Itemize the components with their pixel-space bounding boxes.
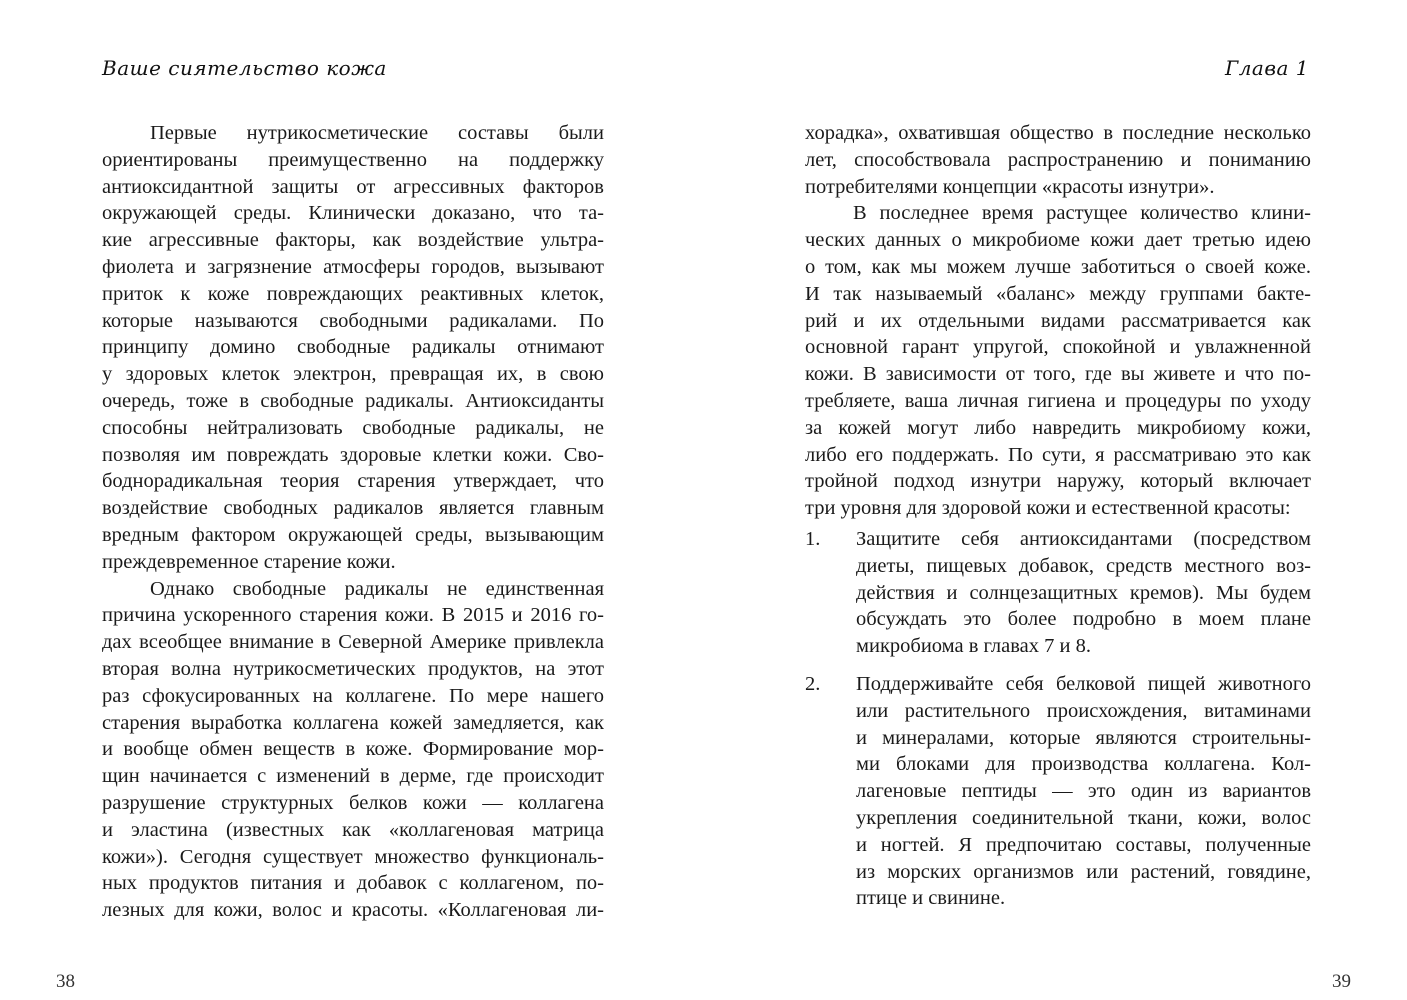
left-page-text [102, 120, 604, 924]
text-line: дах всеобщее внимание в Северной Америке привлекла [102, 631, 604, 654]
list-item [805, 526, 1311, 660]
text-line: кие агрессивные факторы, как воздействие ультра- [102, 229, 604, 252]
text-line: боднорадикальная теория старения утверждает, что [102, 470, 604, 493]
text-line: три уровня для здоровой кожи и естественной красоты: [805, 497, 1291, 520]
page-number: 39 [1332, 971, 1351, 992]
text-line: Первые нутрикосметические составы были [150, 122, 604, 144]
text-line: преждевременное старение кожи. [102, 550, 396, 573]
text-line: тройной подход изнутри наружу, который включает [805, 470, 1311, 493]
text-line: о том, как мы можем лучше заботиться о своей коже. [805, 255, 1311, 278]
text-line: за кожей могут либо навредить микробиому кожи, [805, 416, 1311, 439]
text-line: ных продуктов питания и добавок с коллагеном, по- [102, 872, 604, 895]
text-line: действия и солнцезащитных кремов). Мы будем [856, 581, 1311, 604]
text-line: потребителями концепции «красоты изнутри». [805, 175, 1215, 198]
text-line: очередь, тоже в свободные радикалы. Антиоксиданты [102, 389, 604, 412]
text-line: Однако свободные радикалы не единственная [150, 577, 604, 600]
text-line: укрепления соединительной ткани, кожи, волос [856, 806, 1311, 829]
text-line: фиолета и загрязнение атмосферы городов, вызывают [102, 255, 604, 278]
text-line: у здоровых клеток электрон, превращая их, в свою [102, 363, 604, 386]
list-item [805, 671, 1311, 912]
text-line: приток к коже повреждающих реактивных клеток, [102, 282, 604, 305]
text-line: лет, способствовала распространению и пониманию [805, 148, 1311, 171]
left-page [0, 0, 703, 1000]
right-page-text [805, 120, 1311, 923]
text-line: принципу домино свободные радикалы отнимают [102, 336, 604, 359]
text-line: лезных для кожи, волос и красоты. «Коллагеновая ли- [102, 899, 604, 922]
text-line: разрушение структурных белков кожи — коллагена [102, 791, 604, 814]
text-line: либо его поддержать. По сути, я рассматриваю это как [805, 443, 1311, 466]
text-line: И так называемый «баланс» между группами бакте- [805, 282, 1311, 305]
text-line: позволяя им повреждать здоровые клетки кожи. Сво- [102, 443, 604, 466]
text-line: ми блоками для производства коллагена. Кол- [856, 753, 1311, 776]
running-head-chapter: Глава 1 [1224, 56, 1309, 80]
page-number: 38 [56, 971, 75, 992]
text-line: и ногтей. Я предпочитаю составы, полученные [856, 833, 1311, 856]
text-line: и эластина (известных как «коллагеновая матрица [102, 818, 604, 841]
text-line: микробиома в главах 7 и 8. [856, 635, 1091, 658]
right-page [703, 0, 1407, 1000]
numbered-list [805, 526, 1311, 912]
text-line: Поддерживайте себя белковой пищей животного [856, 672, 1311, 695]
text-line: окружающей среды. Клинически доказано, что та- [102, 202, 604, 225]
text-line: Защитите себя антиоксидантами (посредством [856, 527, 1311, 550]
text-line: раз сфокусированных на коллагене. По мере нашего [102, 684, 604, 707]
text-line: птице и свинине. [856, 887, 1006, 910]
text-line: ориентированы преимущественно на поддержку [102, 148, 604, 171]
text-line: кожи»). Сегодня существует множество функциональ- [102, 845, 604, 868]
text-line: причина ускоренного старения кожи. В 2015 и 2016 го- [102, 604, 604, 627]
text-line: способны нейтрализовать свободные радикалы, не [102, 416, 604, 439]
text-line: лагеновые пептиды — это один из вариантов [856, 780, 1311, 803]
running-head-book-title: Ваше сиятельство кожа [102, 56, 387, 80]
text-line: и минералами, которые являются строительны- [856, 726, 1311, 749]
text-line: щин начинается с изменений в дерме, где происходит [102, 765, 604, 788]
text-line: вторая волна нутрикосметических продуктов, на этот [102, 657, 604, 680]
text-line: старения выработка коллагена кожей замедляется, как [102, 711, 604, 734]
text-line: требляете, ваша личная гигиена и процедуры по уходу [805, 389, 1311, 412]
text-line: и вообще обмен веществ в коже. Формирование мор- [102, 738, 604, 761]
text-line: обсуждать это более подробно в моем плане [856, 608, 1311, 631]
text-line: из морских организмов или растений, говядине, [856, 860, 1311, 883]
text-line: воздействие свободных радикалов является главным [102, 497, 604, 520]
text-line: антиоксидантной защиты от агрессивных факторов [102, 175, 604, 198]
text-line: рий и их отдельными видами рассматривается как [805, 309, 1311, 332]
text-line: или растительного происхождения, витаминами [856, 699, 1311, 722]
text-line: хорадка», охватившая общество в последние несколько [805, 122, 1311, 144]
text-line: вредным фактором окружающей среды, вызывающим [102, 523, 604, 546]
list-item-number: 2. [805, 672, 821, 695]
text-line: диеты, пищевых добавок, средств местного воз- [856, 554, 1311, 577]
text-line: В последнее время растущее количество клини- [853, 202, 1311, 225]
text-line: ческих данных о микробиоме кожи дает третью идею [805, 229, 1311, 252]
text-line: основной гарант упругой, спокойной и увлажненной [805, 336, 1311, 359]
text-line: кожи. В зависимости от того, где вы живете и что по- [805, 363, 1311, 386]
list-item-number: 1. [805, 527, 821, 550]
text-line: которые называются свободными радикалами. По [102, 309, 604, 332]
